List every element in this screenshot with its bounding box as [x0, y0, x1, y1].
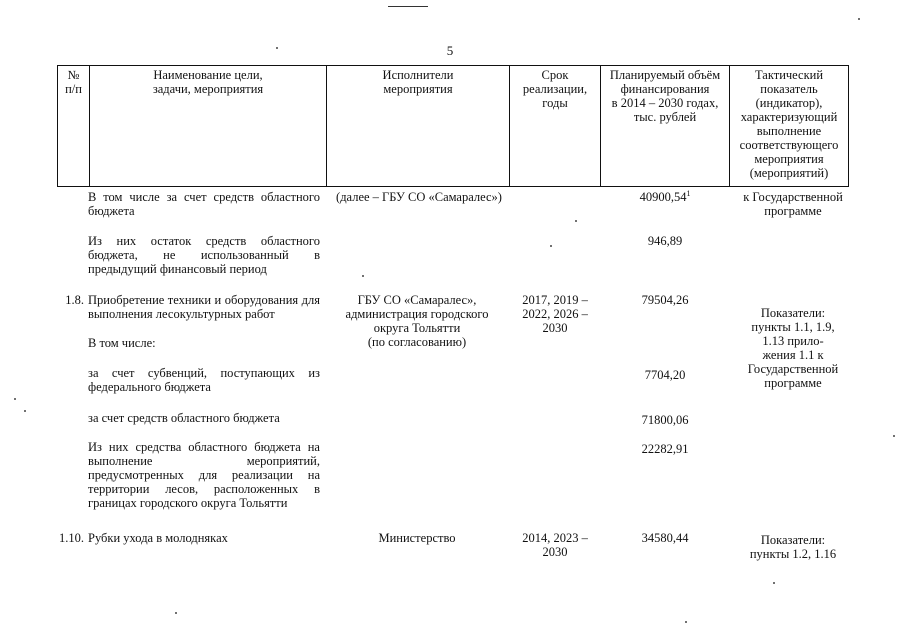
scan-speck	[858, 18, 860, 20]
scan-speck	[685, 621, 687, 623]
row8-name: Рубки ухода в молодняках	[88, 531, 228, 545]
header-indicator: Тактический показатель (индикатор), характеризующий выполнение соответствующего мероприятия (мероприятий)	[739, 68, 839, 180]
footnote-mark: 1	[686, 188, 691, 198]
scan-speck	[773, 582, 775, 584]
row4-name: В том числе:	[88, 336, 156, 350]
scan-speck	[550, 245, 552, 247]
row1-financing	[600, 190, 730, 204]
header-num: № п/п	[58, 66, 90, 186]
header-executors: Исполнители мероприятия	[327, 66, 510, 186]
row3-indicator: Показатели: пункты 1.1, 1.9, 1.13 прило- жения 1.1 к Государственной программе	[747, 306, 839, 390]
row3-num: 1.8.	[65, 293, 84, 307]
row2-name: Из них остаток средств областного бюджета, не использованный в предыдущий финансовый период	[88, 234, 320, 276]
header-name: Наименование цели, задачи, мероприятия	[90, 66, 327, 186]
row3-financing: 79504,26	[641, 293, 689, 307]
scan-speck	[575, 220, 577, 222]
scan-speck	[276, 47, 278, 49]
row6-financing: 71800,06	[641, 413, 689, 427]
row7-name: Из них средства областного бюджета на выполнение мероприятий, предусмотренных для реализации на территории лесов, расположенных в границах городского округа Тольятти	[88, 440, 320, 510]
row5-name: за счет субвенций, поступающих из федерального бюджета	[88, 366, 320, 394]
scan-speck	[14, 398, 16, 400]
row8-num: 1.10.	[59, 531, 84, 545]
row2-financing: 946,89	[647, 234, 683, 248]
row8-executors: Министерство	[378, 531, 456, 545]
row1-financing-value: 40900,54	[639, 190, 687, 204]
row8-term: 2014, 2023 – 2030	[522, 531, 588, 559]
row3-name: Приобретение техники и оборудования для выполнения лесокультурных работ	[88, 293, 320, 321]
row3-term: 2017, 2019 – 2022, 2026 – 2030	[522, 293, 588, 335]
row1-indicator: к Государственной программе	[743, 190, 843, 218]
row3-executors: ГБУ СО «Самаралес», администрация городского округа Тольятти (по согласованию)	[345, 293, 489, 349]
row5-financing: 7704,20	[644, 368, 686, 382]
page-number: 5	[446, 43, 454, 58]
row7-financing: 22282,91	[641, 442, 689, 456]
scan-speck	[175, 612, 177, 614]
row1-executors: (далее – ГБУ СО «Самаралес»)	[336, 190, 502, 204]
row1-name: В том числе за счет средств областного бюджета	[88, 190, 320, 218]
top-rule	[388, 6, 428, 7]
scan-speck	[362, 275, 364, 277]
header-term: Срок реализации, годы	[510, 66, 601, 186]
header-financing: Планируемый объём финансирования в 2014 – 2030 годах, тыс. рублей	[601, 66, 730, 186]
scan-speck	[893, 435, 895, 437]
row8-financing: 34580,44	[641, 531, 689, 545]
row8-indicator: Показатели: пункты 1.2, 1.16	[749, 533, 837, 561]
scan-speck	[24, 410, 26, 412]
table-header	[57, 65, 849, 187]
row6-name: за счет средств областного бюджета	[88, 411, 280, 425]
